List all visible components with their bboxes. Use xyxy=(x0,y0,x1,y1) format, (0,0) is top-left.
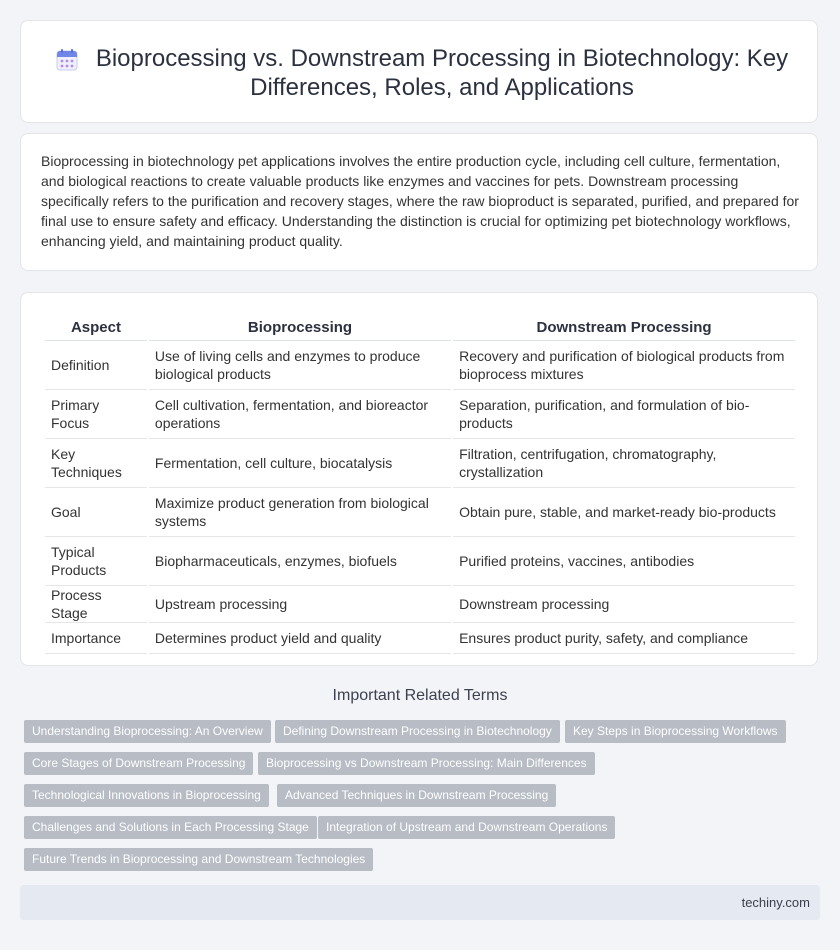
table-cell: Maximize product generation from biological systems xyxy=(149,488,451,537)
table-row xyxy=(45,488,795,537)
table-cell: Biopharmaceuticals, enzymes, biofuels xyxy=(149,537,451,586)
related-term-tag[interactable]: Integration of Upstream and Downstream Operations xyxy=(318,816,615,839)
column-header-bioprocessing: Bioprocessing xyxy=(149,314,451,341)
related-term-tag[interactable]: Key Steps in Bioprocessing Workflows xyxy=(565,720,786,743)
footer-bar xyxy=(20,885,820,920)
table-cell: Cell cultivation, fermentation, and bioreactor operations xyxy=(149,390,451,439)
table-cell-aspect: Key Techniques xyxy=(45,439,147,488)
table-row xyxy=(45,439,795,488)
table-cell: Purified proteins, vaccines, antibodies xyxy=(453,537,795,586)
intro-paragraph: Bioprocessing in biotechnology pet applications involves the entire production cycle, including cell culture, fermentation, and biological reactions to create valuable products like enzymes and vaccines for pets. Downstream processing specifically refers to the purification and recovery stages, where the raw bioproduct is separated, purified, and prepared for final use to ensure safety and efficacy. Understanding the distinction is crucial for optimizing pet biotechnology workflows, enhancing yield, and maintaining product quality. xyxy=(41,153,799,249)
table-row xyxy=(45,537,795,586)
table-cell: Use of living cells and enzymes to produce biological products xyxy=(149,341,451,390)
calendar-icon xyxy=(55,48,79,72)
table-row xyxy=(45,390,795,439)
related-terms-heading: Important Related Terms xyxy=(332,687,508,704)
table-cell: Determines product yield and quality xyxy=(149,623,451,654)
related-term-tag[interactable]: Technological Innovations in Bioprocessing xyxy=(24,784,269,807)
comparison-table xyxy=(43,314,797,654)
table-cell-aspect: Typical Products xyxy=(45,537,147,586)
page-title: Bioprocessing vs. Downstream Processing in Biotechnology: Key Differences, Roles, and Applications xyxy=(95,45,789,101)
table-cell: Obtain pure, stable, and market-ready bio-products xyxy=(453,488,795,537)
related-term-tag[interactable]: Future Trends in Bioprocessing and Downstream Technologies xyxy=(24,848,373,871)
column-header-downstream: Downstream Processing xyxy=(453,314,795,341)
table-cell: Recovery and purification of biological products from bioprocess mixtures xyxy=(453,341,795,390)
table-cell: Upstream processing xyxy=(149,586,451,623)
table-cell: Fermentation, cell culture, biocatalysis xyxy=(149,439,451,488)
table-row xyxy=(45,341,795,390)
table-cell: Separation, purification, and formulation of bio-products xyxy=(453,390,795,439)
table-row xyxy=(45,623,795,654)
comparison-table-card xyxy=(20,292,818,666)
related-term-tag[interactable]: Core Stages of Downstream Processing xyxy=(24,752,253,775)
title-card xyxy=(20,20,818,123)
table-row xyxy=(45,586,795,623)
table-cell: Filtration, centrifugation, chromatography, crystallization xyxy=(453,439,795,488)
table-cell-aspect: Primary Focus xyxy=(45,390,147,439)
table-header-row xyxy=(45,314,795,341)
table-cell-aspect: Definition xyxy=(45,341,147,390)
table-cell-aspect: Importance xyxy=(45,623,147,654)
table-cell: Downstream processing xyxy=(453,586,795,623)
related-term-tag[interactable]: Challenges and Solutions in Each Processing Stage xyxy=(24,816,317,839)
related-term-tag[interactable]: Understanding Bioprocessing: An Overview xyxy=(24,720,271,743)
table-cell-aspect: Goal xyxy=(45,488,147,537)
column-header-aspect: Aspect xyxy=(45,314,147,341)
intro-card xyxy=(20,133,818,271)
related-term-tag[interactable]: Bioprocessing vs Downstream Processing: Main Differences xyxy=(258,752,595,775)
related-term-tag[interactable]: Advanced Techniques in Downstream Processing xyxy=(277,784,556,807)
related-term-tag[interactable]: Defining Downstream Processing in Biotechnology xyxy=(275,720,560,743)
footer-site-name[interactable]: techiny.com xyxy=(741,895,810,910)
table-cell-aspect: Process Stage xyxy=(45,586,147,623)
table-cell: Ensures product purity, safety, and compliance xyxy=(453,623,795,654)
